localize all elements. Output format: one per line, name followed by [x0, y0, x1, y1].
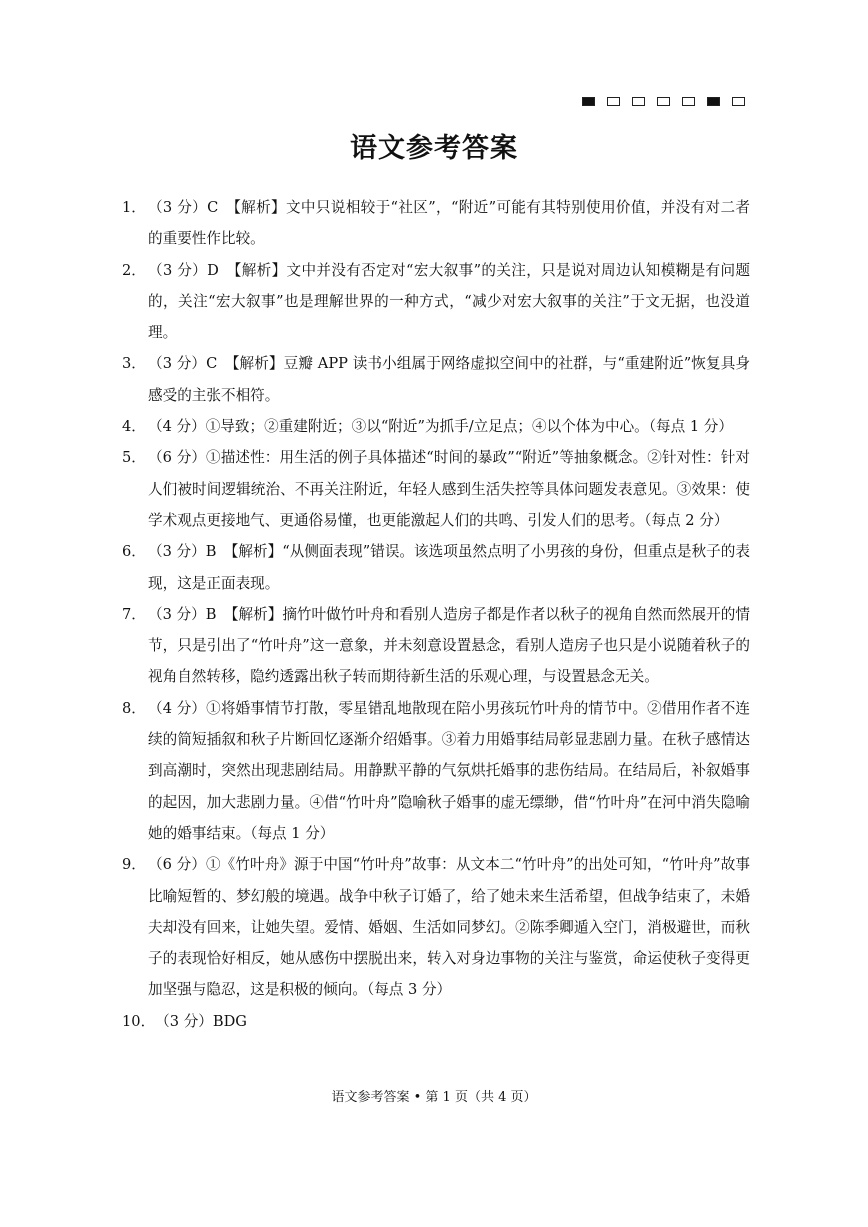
- answer-text: （6 分）①描述性：用生活的例子具体描述“时间的暴政”“附近”等抽象概念。②针对性：针对人们被时间逻辑统治、不再关注附近，年轻人感到生活失控等具体问题发表意见。③效果：使学术观点更接地气、更通俗易懂，也更能激起人们的共鸣、引发人们的思考。（每点 2 分）: [148, 449, 750, 529]
- answer-text: （3 分）BDG: [155, 1012, 247, 1030]
- empty-square-mark: [732, 97, 745, 106]
- answer-item: [122, 693, 750, 849]
- answer-number: 7．: [122, 605, 146, 623]
- answer-text: （3 分）D 【解析】文中并没有否定对“宏大叙事”的关注，只是说对周边认知模糊是有问题的，关注“宏大叙事”也是理解世界的一种方式，“减少对宏大叙事的关注”于文无据，也没道理。: [148, 261, 750, 342]
- answer-item: [122, 411, 750, 442]
- answer-item: [122, 536, 750, 599]
- answer-text: （3 分）B 【解析】“从侧面表现”错误。该选项虽然点明了小男孩的身份，但重点是秋子的表现，这是正面表现。: [148, 543, 750, 592]
- answer-number: 5．: [122, 449, 146, 467]
- answer-number: 6．: [122, 543, 146, 561]
- answer-text: （3 分）C 【解析】豆瓣 APP 读书小组属于网络虚拟空间中的社群，与“重建附近”恢复具身感受的主张不相符。: [148, 355, 750, 404]
- answer-item: [122, 1006, 750, 1037]
- answer-text: （6 分）①《竹叶舟》源于中国“竹叶舟”故事：从文本二“竹叶舟”的出处可知，“竹叶舟”故事比喻短暂的、梦幻般的境遇。战争中秋子订婚了，给了她未来生活希望，但战争结束了，未婚夫却没有回来，让她失望。爱情、婚姻、生活如同梦幻。②陈季卿遁入空门，消极避世，而秋子的表现恰好相反，她从感伤中摆脱出来，转入对身边事物的关注与鉴赏，命运使秋子变得更加坚强与隐忍，这是积极的倾向。（每点 3 分）: [148, 856, 750, 999]
- empty-square-mark: [682, 97, 695, 106]
- answer-number: 1．: [122, 199, 146, 216]
- answer-number: 3．: [122, 355, 146, 373]
- filled-square-mark: [707, 97, 720, 106]
- answer-list: [122, 192, 750, 1037]
- empty-square-mark: [632, 97, 645, 106]
- answer-number: 2．: [122, 261, 146, 279]
- answer-item: [122, 442, 750, 536]
- answer-item: [122, 849, 750, 1005]
- page-title: 语文参考答案: [350, 133, 518, 164]
- answer-number: 10．: [122, 1012, 156, 1030]
- answer-number: 9．: [122, 856, 146, 874]
- answer-item: [122, 348, 750, 411]
- answer-item: [122, 255, 750, 349]
- empty-square-mark: [607, 97, 620, 106]
- answer-number: 4．: [122, 418, 146, 436]
- answer-number: 8．: [122, 699, 146, 717]
- answer-text: （4 分）①导致；②重建附近；③以“附近”为抓手/立足点；④以个体为中心。（每点 1 分）: [148, 418, 733, 436]
- answer-item: [122, 599, 750, 693]
- answer-text: （3 分）B 【解析】摘竹叶做竹叶舟和看别人造房子都是作者以秋子的视角自然而然展开的情节，只是引出了“竹叶舟”这一意象，并未刻意设置悬念，看别人造房子也只是小说随着秋子的视角自然转移，隐约透露出秋子转而期待新生活的乐观心理，与设置悬念无关。: [148, 605, 750, 686]
- filled-square-mark: [582, 97, 595, 106]
- answer-text: （3 分）C 【解析】文中只说相较于“社区”，“附近”可能有其特别使用价值，并没有对二者的重要性作比较。: [148, 199, 750, 248]
- empty-square-mark: [657, 97, 670, 106]
- answer-text: （4 分）①将婚事情节打散，零星错乱地散现在陪小男孩玩竹叶舟的情节中。②借用作者不连续的简短插叙和秋子片断回忆逐渐介绍婚事。③着力用婚事结局彰显悲剧力量。在秋子感情达到高潮时，突然出现悲剧结局。用静默平静的气氛烘托婚事的悲伤结局。在结局后，补叙婚事的起因，加大悲剧力量。④借“竹叶舟”隐喻秋子婚事的虚无缥缈，借“竹叶舟”在河中消失隐喻她的婚事结束。（每点 1 分）: [148, 699, 750, 842]
- page-footer: 语文参考答案 • 第 1 页（共 4 页）: [331, 1090, 537, 1105]
- answer-item: [122, 192, 750, 255]
- header-marks: [582, 97, 745, 106]
